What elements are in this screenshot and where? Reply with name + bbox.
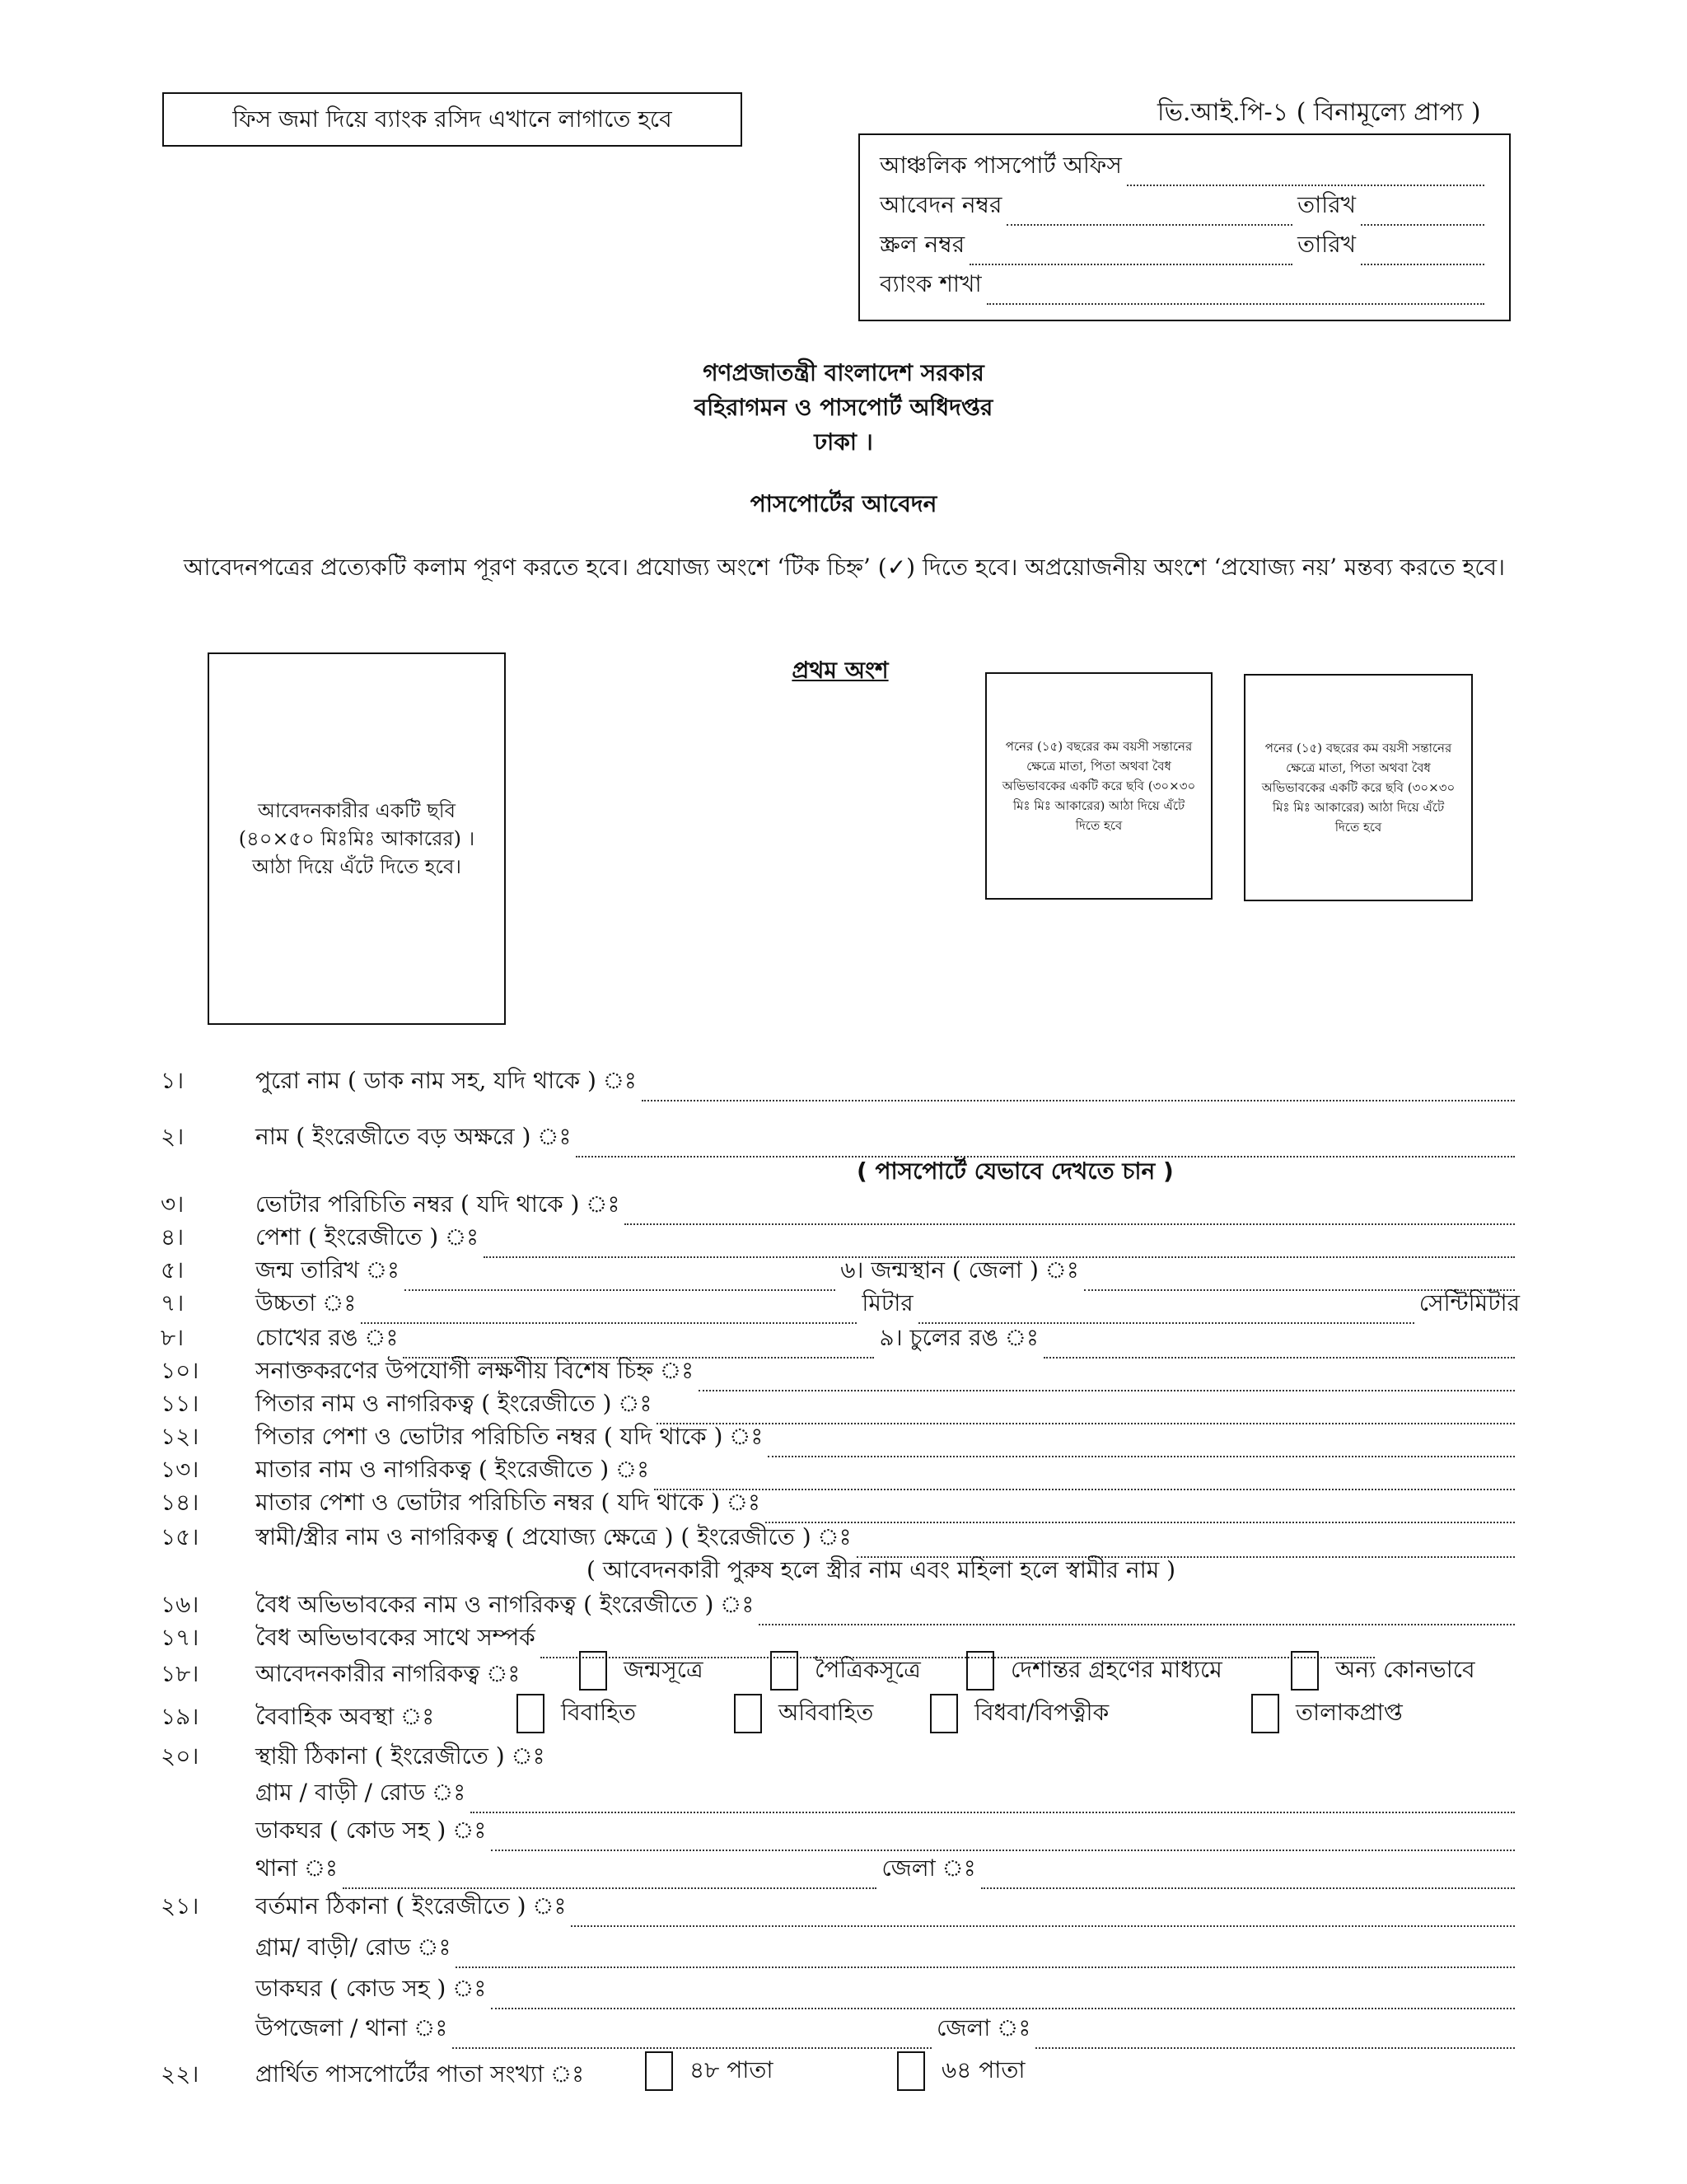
passport-display-note: ( পাসপোর্টে যেভাবে দেখতে চান ) [857,1157,1174,1185]
citizenship-birth-label: জন্মসূত্রে [624,1655,703,1683]
field-row-15 [161,1519,1520,1554]
pages-48-label: ৪৮ পাতা [689,2055,773,2083]
field-num-4: ৪। [161,1223,185,1251]
scroll-date-field[interactable] [1361,246,1484,265]
citizenship-naturalization-label: দেশান্তর গ্রহণের মাধ্যমে [1011,1655,1222,1683]
field-row-4 [161,1219,1520,1254]
field-num-11: ১১। [161,1390,199,1417]
field-row-14 [161,1485,1520,1519]
bank-branch-field[interactable] [987,285,1484,305]
scroll-no-label: স্ক্রল নম্বর [880,231,965,258]
regional-office-label: আঞ্চলিক পাসপোর্ট অফিস [880,152,1122,179]
field-num-2: ২। [161,1123,185,1150]
field-num-10: ১০। [161,1357,199,1384]
permanent-post-label: ডাকঘর ( কোড সহ ) ঃ [255,1817,487,1844]
permanent-post-row [161,1812,1520,1847]
field-row-7 [161,1285,1520,1320]
present-address-label: বর্তমান ঠিকানা ( ইংরেজীতে ) ঃ [255,1892,567,1920]
guardian-name-label: বৈধ অভিভাবকের নাম ও নাগরিকত্ব ( ইংরেজীতে ) ঃ [255,1591,755,1618]
spouse-name-label: স্বামী/স্ত্রীর নাম ও নাগরিকত্ব ( প্রযোজ্য ক্ষেত্রে ) ( ইংরেজীতে ) ঃ [255,1523,852,1550]
permanent-village-label: গ্রাম / বাড়ী / রোড ঃ [255,1779,466,1806]
present-village-field[interactable] [456,1948,1515,1968]
present-upazila-label: উপজেলা / থানা ঃ [255,2014,448,2041]
widowed-label: বিধবা/বিপত্নীক [974,1698,1110,1726]
present-upazila-row [161,2010,1520,2045]
birth-place-label: ৬। জন্মস্থান ( জেলা ) ঃ [840,1256,1079,1284]
field-num-21: ২১। [161,1892,199,1920]
present-address-field[interactable] [571,1907,1515,1927]
bank-receipt-label: ফিস জমা দিয়ে ব্যাংক রসিদ এখানে লাগাতে হবে [232,105,672,133]
permanent-post-field[interactable] [491,1831,1515,1851]
instructions: আবেদনপত্রের প্রত্যেকটি কলাম পূরণ করতে হবে। প্রযোজ্য অংশে ‘টিক চিহ্ন’ (✓) দিতে হবে। অপ্রয়োজনীয় অংশে ‘প্রযোজ্য নয়’ মন্তব্য করতে হবে। [183,554,1506,581]
field-num-18: ১৮। [161,1660,199,1687]
pages-64-checkbox[interactable] [897,2051,925,2091]
bank-receipt-box [162,92,742,147]
city-title: ঢাকা । [814,428,873,456]
citizenship-descent-label: পৈত্রিকসূত্রে [815,1655,921,1683]
field-num-17: ১৭। [161,1624,199,1651]
field-num-20: ২০। [161,1742,199,1770]
page-count-label: প্রার্থিত পাসপোর্টের পাতা সংখ্যা ঃ [255,2060,585,2088]
field-num-5: ৫। [161,1256,185,1284]
present-upazila-field[interactable] [452,2029,932,2049]
field-num-12: ১২। [161,1423,199,1450]
dept-title: বহিরাগমন ও পাসপোর্ট অধিদপ্তর [694,394,993,421]
present-post-row [161,1971,1520,2005]
permanent-district-field[interactable] [981,1869,1515,1889]
applicant-photo-box[interactable] [208,652,506,1025]
married-label: বিবাহিত [561,1698,637,1726]
present-post-field[interactable] [491,1990,1515,2009]
field-row-3 [161,1186,1520,1221]
guardian-relation-label: বৈধ অভিভাবকের সাথে সম্পর্ক [255,1624,535,1651]
present-village-row [161,1929,1520,1964]
widowed-checkbox[interactable] [930,1694,958,1733]
field-row-8 [161,1320,1520,1354]
present-district-field[interactable] [1035,2029,1515,2049]
spouse-note: ( আবেদনকারী পুরুষ হলে স্ত্রীর নাম এবং মহিলা হলে স্বামীর নাম ) [586,1556,1176,1583]
form-code: ভি.আই.পি-১ ( বিনামূল্যে প্রাপ্য ) [1157,98,1481,127]
permanent-address-label: স্থায়ী ঠিকানা ( ইংরেজীতে ) ঃ [255,1742,545,1770]
citizenship-birth-checkbox[interactable] [579,1651,607,1691]
citizenship-descent-checkbox[interactable] [770,1651,798,1691]
guardian-photo-box-1[interactable] [985,672,1213,900]
guardian-photo-box-2[interactable] [1244,674,1473,901]
regional-office-field[interactable] [1127,166,1484,186]
hair-color-label: ৯। চুলের রঙ ঃ [879,1324,1039,1351]
field-row-5 [161,1252,1520,1287]
field-num-15: ১৫। [161,1523,199,1550]
field-num-19: ১৯। [161,1703,199,1730]
profession-label: পেশা ( ইংরেজীতে ) ঃ [255,1223,479,1251]
field-row-20 [161,1738,1520,1773]
field-row-16 [161,1587,1520,1621]
present-district-label: জেলা ঃ [937,2014,1031,2041]
citizenship-naturalization-checkbox[interactable] [966,1651,994,1691]
father-name-label: পিতার নাম ও নাগরিকত্ব ( ইংরেজীতে ) ঃ [255,1390,652,1417]
office-use-box [858,133,1511,321]
permanent-village-field[interactable] [470,1793,1515,1813]
eye-color-label: চোখের রঙ ঃ [255,1324,399,1351]
permanent-district-label: জেলা ঃ [881,1854,976,1882]
field-row-10 [161,1353,1520,1387]
centimeter-label: সেন্টিমিটার [1418,1289,1521,1316]
field-num-7: ৭। [161,1289,185,1316]
voter-id-label: ভোটার পরিচিতি নম্বর ( যদি থাকে ) ঃ [255,1190,620,1218]
form-title: পাসপোর্টের আবেদন [750,490,937,517]
field-row-22 [161,2056,1520,2091]
mother-name-label: মাতার নাম ও নাগরিকত্ব ( ইংরেজীতে ) ঃ [255,1456,650,1483]
application-no-field[interactable] [1007,206,1292,226]
field-num-3: ৩। [161,1190,185,1218]
scroll-no-field[interactable] [970,246,1292,265]
birth-date-label: জন্ম তারিখ ঃ [255,1256,400,1284]
scroll-date-label: তারিখ [1297,231,1356,258]
citizenship-label: আবেদনকারীর নাগরিকত্ব ঃ [255,1660,521,1687]
permanent-thana-label: থানা ঃ [255,1854,338,1882]
full-name-label: পুরো নাম ( ডাক নাম সহ, যদি থাকে ) ঃ [255,1067,637,1094]
present-village-label: গ্রাম/ বাড়ী/ রোড ঃ [255,1934,451,1961]
field-row-2 [161,1119,1520,1153]
field-row-13 [161,1452,1520,1486]
english-name-label: নাম ( ইংরেজীতে বড় অক্ষরে ) ঃ [255,1123,572,1150]
pages-64-label: ৬৪ পাতা [942,2055,1026,2083]
bank-branch-label: ব্যাংক শাখা [880,270,982,297]
applicant-photo-text: আবেদনকারীর একটি ছবি (৪০×৫০ মিঃমিঃ আকারের) । আঠা দিয়ে এঁটে দিতে হবে। [238,799,475,878]
married-checkbox[interactable] [516,1694,544,1733]
field-row-1 [161,1063,1520,1097]
field-num-14: ১৪। [161,1489,199,1516]
permanent-village-row [161,1775,1520,1809]
divorced-label: তালাকপ্রাপ্ত [1296,1698,1403,1726]
field-num-1: ১। [161,1067,185,1094]
field-row-18 [161,1656,1520,1691]
govt-title: গণপ্রজাতন্ত্রী বাংলাদেশ সরকার [703,359,984,386]
unmarried-checkbox[interactable] [734,1694,762,1733]
height-label: উচ্চতা ঃ [255,1289,357,1316]
meter-label: মিটার [862,1289,914,1316]
application-date-label: তারিখ [1297,191,1356,218]
citizenship-other-checkbox[interactable] [1291,1651,1319,1691]
permanent-thana-field[interactable] [343,1869,876,1889]
field-num-13: ১৩। [161,1456,199,1483]
field-row-21 [161,1888,1520,1923]
field-num-8: ৮। [161,1324,185,1351]
unmarried-label: অবিবাহিত [778,1698,874,1726]
permanent-thana-row [161,1850,1520,1885]
field-row-19 [161,1699,1520,1733]
application-no-label: আবেদন নম্বর [880,191,1002,218]
guardian-photo-text-1: পনের (১৫) বছরের কম বয়সী সন্তানের ক্ষেত্রে মাতা, পিতা অথবা বৈধ অভিভাবকের একটি করে ছবি (৩০×৩০ মিঃ মিঃ আকারের) আঠা দিয়ে এঁটে দিতে হবে [1002,739,1196,833]
divorced-checkbox[interactable] [1251,1694,1279,1733]
identification-mark-label: সনাক্তকরণের উপযোগী লক্ষণীয় বিশেষ চিহ্ন ঃ [255,1357,694,1384]
citizenship-other-label: অন্য কোনভাবে [1335,1655,1475,1683]
mother-profession-label: মাতার পেশা ও ভোটার পরিচিতি নম্বর ( যদি থাকে ) ঃ [255,1489,760,1516]
marital-status-label: বৈবাহিক অবস্থা ঃ [255,1703,435,1730]
field-row-12 [161,1419,1520,1453]
field-num-22: ২২। [161,2060,199,2088]
field-row-17 [161,1620,1520,1654]
section-title: প্রথম অংশ [792,657,889,684]
father-profession-label: পিতার পেশা ও ভোটার পরিচিতি নম্বর ( যদি থাকে ) ঃ [255,1423,764,1450]
field-row-11 [161,1386,1520,1420]
guardian-photo-text-2: পনের (১৫) বছরের কম বয়সী সন্তানের ক্ষেত্রে মাতা, পিতা অথবা বৈধ অভিভাবকের একটি করে ছবি (৩০×৩০ মিঃ মিঃ আকারের) আঠা দিয়ে এঁটে দিতে হবে [1261,741,1456,835]
present-post-label: ডাকঘর ( কোড সহ ) ঃ [255,1975,487,2002]
pages-48-checkbox[interactable] [645,2051,673,2091]
full-name-field[interactable] [642,1082,1515,1101]
application-date-field[interactable] [1361,206,1484,226]
field-num-16: ১৬। [161,1591,199,1618]
